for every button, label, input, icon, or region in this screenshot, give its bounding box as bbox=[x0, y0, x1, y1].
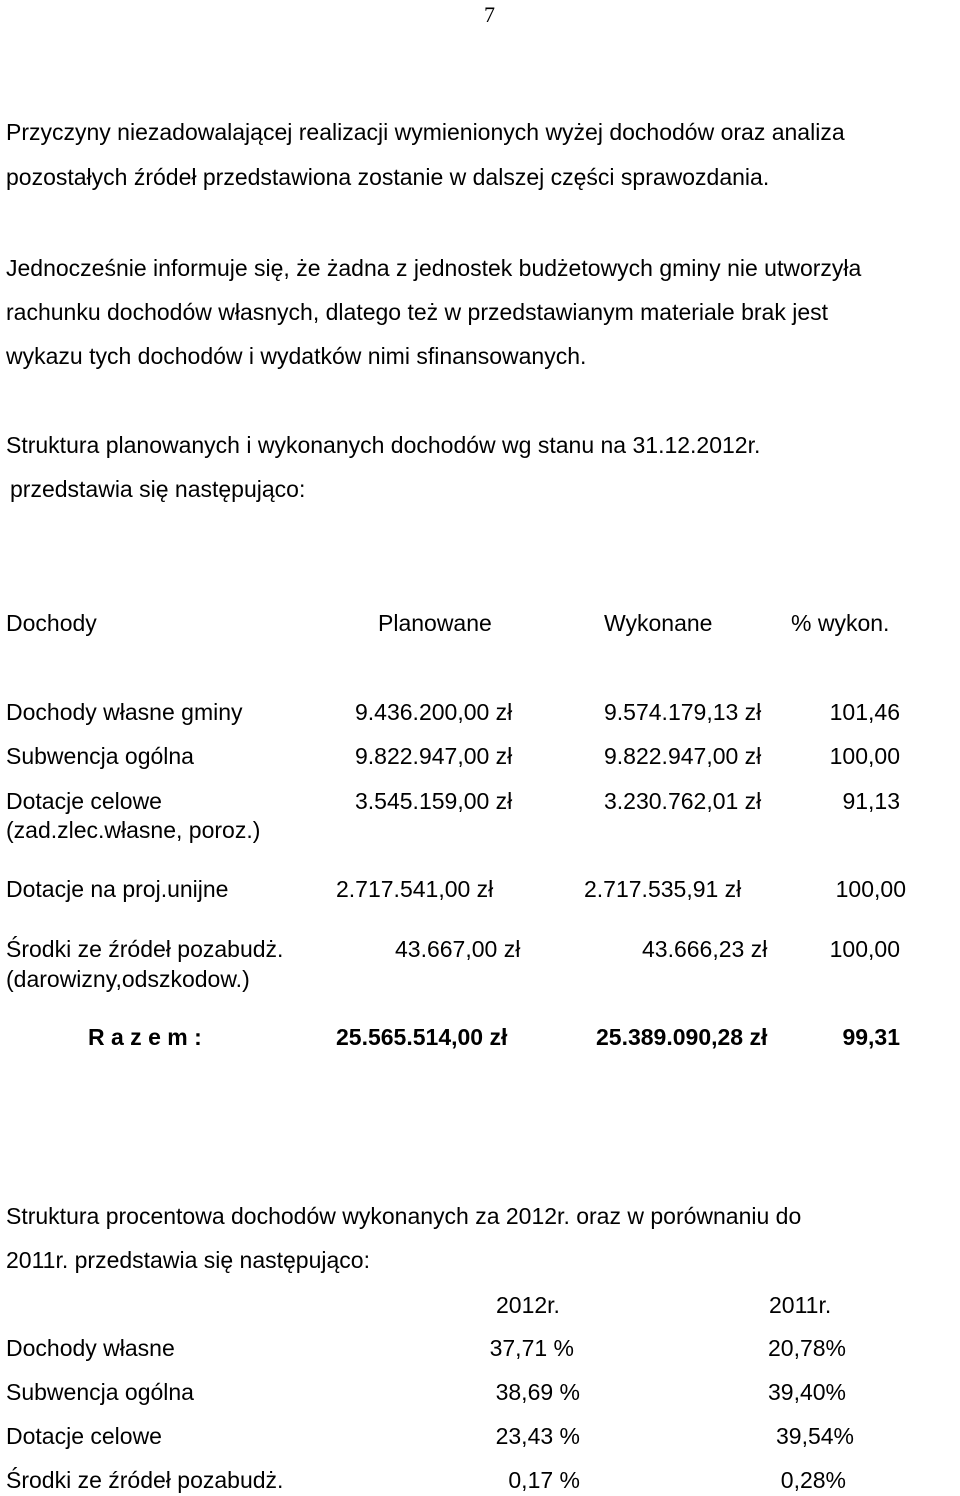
percent-row-4-2012: 0,17 % bbox=[508, 1467, 580, 1493]
income-row-5-name-line-2: (darowizny,odszkodow.) bbox=[6, 966, 250, 992]
income-row-1-executed: 9.574.179,13 zł bbox=[604, 699, 762, 725]
percent-row-2-2011: 39,40% bbox=[767, 1379, 846, 1405]
income-row-4-percent: 100,00 bbox=[835, 876, 906, 902]
intro-paragraph-1-line-1: Przyczyny niezadowalającej realizacji wymienionych wyżej dochodów oraz analiza bbox=[6, 119, 845, 145]
percent-row-3-2011: 39,54% bbox=[775, 1423, 854, 1449]
percent-row-4-2011: 0,28% bbox=[780, 1467, 846, 1493]
percent-row-3-name: Dotacje celowe bbox=[6, 1423, 162, 1449]
income-row-3-name: Dotacje celowe bbox=[6, 788, 162, 814]
income-table-header-percent: % wykon. bbox=[791, 610, 890, 636]
income-row-5-percent: 100,00 bbox=[829, 936, 900, 962]
income-total-label: R a z e m : bbox=[88, 1024, 202, 1050]
income-row-4-name: Dotacje na proj.unijne bbox=[6, 876, 229, 902]
income-row-4-executed: 2.717.535,91 zł bbox=[584, 876, 742, 902]
income-row-1-planned: 9.436.200,00 zł bbox=[355, 699, 513, 725]
income-table-header-wykonane: Wykonane bbox=[604, 610, 713, 636]
page-number: 7 bbox=[484, 2, 495, 27]
percent-row-3-2012: 23,43 % bbox=[495, 1423, 580, 1449]
income-row-2-percent: 100,00 bbox=[829, 743, 900, 769]
structure-heading-line-2: przedstawia się następująco: bbox=[10, 476, 306, 502]
percent-heading-line-2: 2011r. przedstawia się następująco: bbox=[6, 1247, 370, 1273]
income-row-3-name-line-2: (zad.zlec.własne, poroz.) bbox=[6, 817, 261, 843]
percent-row-1-name: Dochody własne bbox=[6, 1335, 175, 1361]
percent-table-header-2012: 2012r. bbox=[496, 1292, 560, 1318]
income-row-4-planned: 2.717.541,00 zł bbox=[336, 876, 494, 902]
percent-table-header-2011: 2011r. bbox=[769, 1292, 832, 1318]
income-row-3-executed: 3.230.762,01 zł bbox=[604, 788, 762, 814]
intro-paragraph-2-line-3: wykazu tych dochodów i wydatków nimi sfinansowanych. bbox=[6, 343, 587, 369]
income-total-executed: 25.389.090,28 zł bbox=[596, 1024, 768, 1050]
income-row-1-percent: 101,46 bbox=[829, 699, 900, 725]
income-row-5-planned: 43.667,00 zł bbox=[395, 936, 521, 962]
income-row-5-executed: 43.666,23 zł bbox=[642, 936, 768, 962]
income-row-1-name: Dochody własne gminy bbox=[6, 699, 243, 725]
income-row-2-planned: 9.822.947,00 zł bbox=[355, 743, 513, 769]
percent-row-4-name: Środki ze źródeł pozabudż. bbox=[6, 1467, 284, 1493]
income-row-3-percent: 91,13 bbox=[842, 788, 900, 814]
income-table-header-dochody: Dochody bbox=[6, 610, 97, 636]
percent-row-2-2012: 38,69 % bbox=[495, 1379, 580, 1405]
income-row-5-name: Środki ze źródeł pozabudż. bbox=[6, 936, 284, 962]
income-row-3-planned: 3.545.159,00 zł bbox=[355, 788, 513, 814]
structure-heading-line-1: Struktura planowanych i wykonanych dochodów wg stanu na 31.12.2012r. bbox=[6, 432, 761, 458]
intro-paragraph-2-line-1: Jednocześnie informuje się, że żadna z jednostek budżetowych gminy nie utworzyła bbox=[6, 255, 862, 281]
percent-row-1-2012: 37,71 % bbox=[489, 1335, 574, 1361]
percent-heading-line-1: Struktura procentowa dochodów wykonanych za 2012r. oraz w porównaniu do bbox=[6, 1203, 802, 1229]
percent-row-1-2011: 20,78% bbox=[767, 1335, 846, 1361]
income-total-percent: 99,31 bbox=[842, 1024, 900, 1050]
income-row-2-executed: 9.822.947,00 zł bbox=[604, 743, 762, 769]
income-total-planned: 25.565.514,00 zł bbox=[336, 1024, 508, 1050]
percent-row-2-name: Subwencja ogólna bbox=[6, 1379, 194, 1405]
intro-paragraph-2-line-2: rachunku dochodów własnych, dlatego też w przedstawianym materiale brak jest bbox=[6, 299, 829, 325]
income-table-header-planowane: Planowane bbox=[378, 610, 492, 636]
intro-paragraph-1-line-2: pozostałych źródeł przedstawiona zostanie w dalszej części sprawozdania. bbox=[6, 164, 770, 190]
income-row-2-name: Subwencja ogólna bbox=[6, 743, 194, 769]
